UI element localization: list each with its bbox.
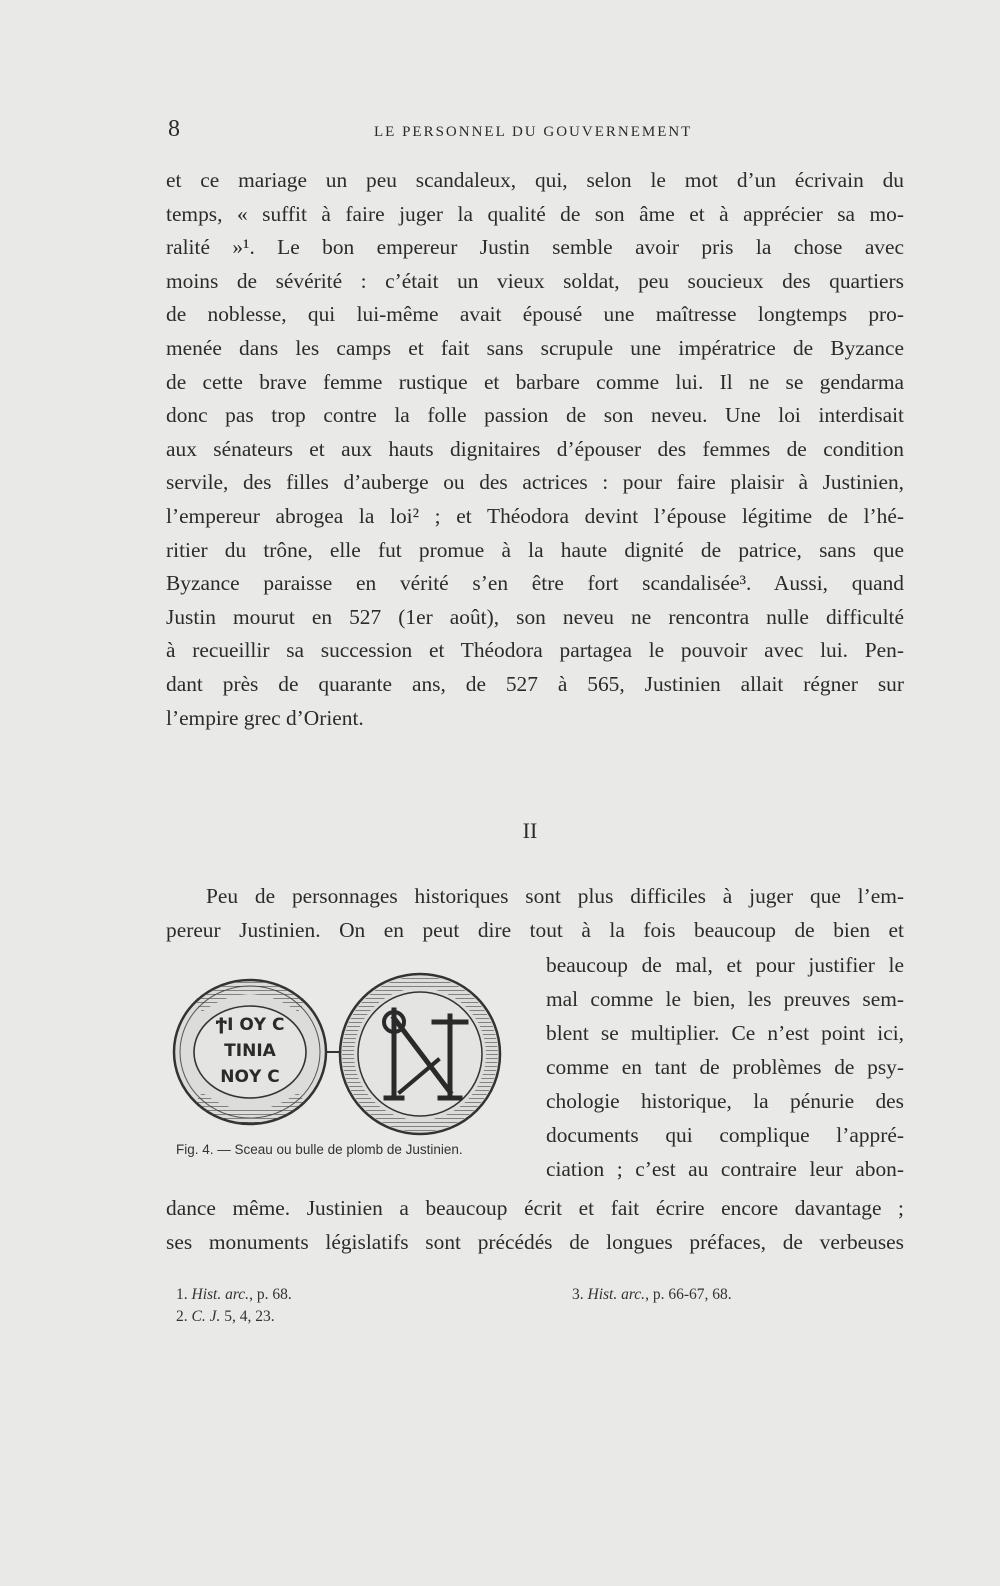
paragraph-2-top [166,880,904,947]
text-line: donc pas trop contre la folle passion de son neveu. Une loi interdisait [166,403,904,428]
text-line: blent se multiplier. Ce n’est point ici, [546,1021,904,1045]
footnote-ref: , p. 66-67, 68. [645,1286,732,1303]
footnote-1 [176,1284,292,1306]
seal-text-line: ΝΟΥ Ϲ [220,1067,280,1087]
section-number: II [522,818,538,843]
paragraph-2-side [546,948,904,1186]
footnote-source: C. J. [191,1308,221,1325]
paragraph-1 [166,164,904,735]
footnote-3 [572,1284,732,1306]
footnote-ref: , p. 68. [249,1286,292,1303]
text-line: mal comme le bien, les preuves sem- [546,987,904,1011]
text-line: ciation ; c’est au contraire leur abon- [546,1157,904,1181]
text-line: dant près de quarante ans, de 527 à 565, Justinien allait régner sur [166,671,904,696]
text-line: pereur Justinien. On en peut dire tout à la fois beaucoup de bien et [166,917,904,942]
seal-text-line: ΤΙΝΙΑ [224,1041,276,1061]
lead-seal-illustration [168,966,528,1146]
text-line: à recueillir sa succession et Théodora partagea le pouvoir avec lui. Pen- [166,638,904,663]
running-head [168,116,900,146]
text-line: de cette brave femme rustique et barbare comme lui. Il ne se gendarma [166,369,904,394]
footnote-number: 2. [176,1308,188,1325]
running-title: LE PERSONNEL DU GOUVERNEMENT [374,124,693,140]
footnote-2 [176,1306,275,1328]
footnote-number: 3. [572,1286,584,1303]
text-line: beaucoup de mal, et pour justifier le [546,953,904,977]
text-line: l’empire grec d’Orient. [166,705,364,730]
footnote-number: 1. [176,1286,188,1303]
text-line: ralité »¹. Le bon empereur Justin semble avoir pris la chose avec [166,235,904,260]
footnote-source: Hist. arc. [587,1286,646,1303]
text-line: moins de sévérité : c’était un vieux soldat, peu soucieux des quartiers [166,268,904,293]
text-line: Justin mourut en 527 (1er août), son neveu ne rencontra nulle difficulté [166,604,904,629]
text-line: Byzance paraisse en vérité s’en être fort scandalisée³. Aussi, quand [166,571,904,596]
text-line: de noblesse, qui lui-même avait épousé une maîtresse longtemps pro- [166,302,904,327]
text-line: servile, des filles d’auberge ou des actrices : pour faire plaisir à Justinien, [166,470,904,495]
text-line: ses monuments législatifs sont précédés de longues préfaces, de verbeuses [166,1229,904,1254]
text-line: dance même. Justinien a beaucoup écrit et fait écrire encore davantage ; [166,1196,904,1220]
text-line: ritier du trône, elle fut promue à la haute dignité de patrice, sans que [166,537,904,562]
seal-text-line: ϮΙ ΟΥ Ϲ [215,1015,285,1035]
page-number: 8 [168,116,180,142]
text-line: l’empereur abrogea la loi² ; et Théodora devint l’épouse légitime de l’hé- [166,503,904,528]
text-line: menée dans les camps et fait sans scrupule une impératrice de Byzance [166,335,904,360]
seal-obverse [174,980,326,1124]
text-line: documents qui complique l’appré- [546,1123,904,1147]
seal-reverse [340,974,500,1134]
text-line: et ce mariage un peu scandaleux, qui, selon le mot d’un écrivain du [166,168,904,192]
footnote-ref: 5, 4, 23. [220,1308,275,1325]
text-line: aux sénateurs et aux hauts dignitaires d’épouser des femmes de condition [166,436,904,461]
text-line: comme en tant de problèmes de psy- [546,1055,904,1079]
text-line: chologie historique, la pénurie des [546,1089,904,1113]
figure-caption: Fig. 4. — Sceau ou bulle de plomb de Justinien. [176,1142,463,1157]
text-line: temps, « suffit à faire juger la qualité de son âme et à apprécier sa mo- [166,201,904,226]
seal-figure [168,966,528,1146]
footnote-source: Hist. arc. [191,1286,250,1303]
paragraph-2-bottom [166,1192,904,1259]
text-line: Peu de personnages historiques sont plus difficiles à juger que l’em- [206,884,904,908]
